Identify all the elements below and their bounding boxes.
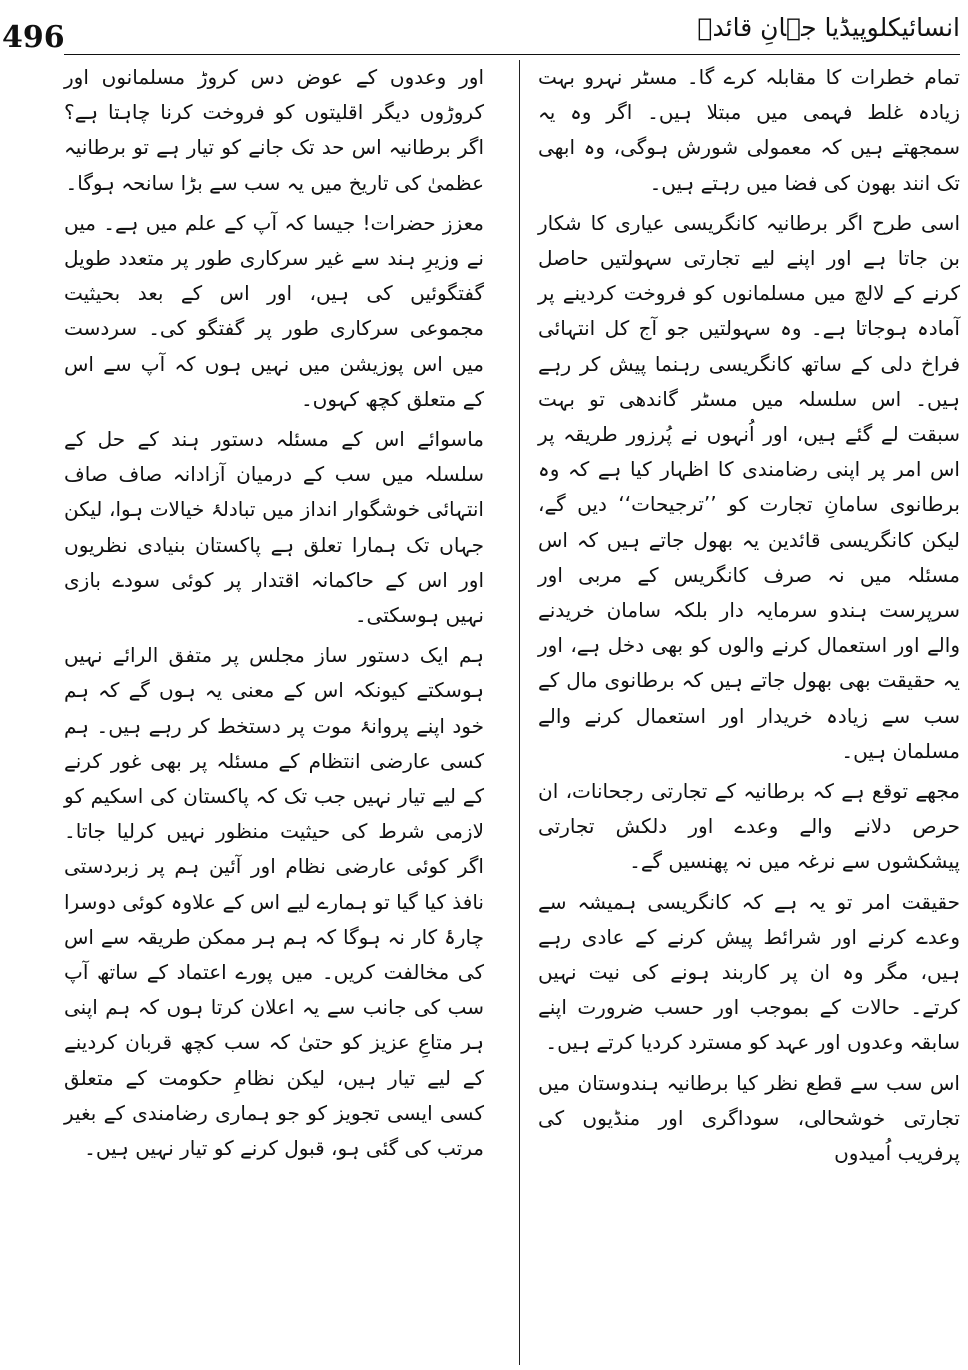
paragraph: ماسوائے اس کے مسئلہ دستور ہند کے حل کے سلسلہ میں سب کے درمیان آزادانہ صاف صاف انتہائی خوشگوار انداز میں تبادلۂ خیالات ہوا، لیکن جہاں تک ہمارا تعلق ہے پاکستان بنیادی نظریوں اور اس کے حاکمانہ اقتدار پر کوئی سودے بازی نہیں ہوسکتی۔ [64,427,484,628]
paragraph: تمام خطرات کا مقابلہ کرے گا۔ مسٹر نہرو بہت زیادہ غلط فہمی میں مبتلا ہیں۔ اگر وہ یہ سمجھتے ہیں کہ معمولی شورش ہوگی، وہ ابھی تک انند بھون کی فضا میں رہتے ہیں۔ [538,65,960,195]
page-number: 496 [2,20,65,55]
paragraph: حقیقت امر تو یہ ہے کہ کانگریسی ہمیشہ سے وعدے کرنے اور شرائط پیش کرنے کے عادی رہے ہیں، مگر وہ ان پر کاربند ہونے کی نیت نہیں کرتے۔ حالات کے بموجب اور حسب ضرورت اپنے سابقہ وعدوں اور عہد کو مسترد کردیا کرتے ہیں۔ [538,889,960,1055]
paragraph: ہم ایک دستور ساز مجلس پر متفق الرائے نہیں ہوسکتے کیونکہ اس کے معنی یہ ہوں گے کہ ہم خود اپنے پروانۂ موت پر دستخط کر رہے ہیں۔ ہم کسی عارضی انتظام کے مسئلہ پر بھی غور کرنے کے لیے تیار نہیں جب تک کہ پاکستان کی اسکیم کو لازمی شرط کی حیثیت منظور نہیں کرلیا جاتا۔ اگر کوئی عارضی نظام اور آئین ہم پر زبردستی نافذ کیا گیا تو ہمارے لیے اس کے علاوہ کوئی دوسرا چارۂ کار نہ ہوگا کہ ہم ہر ممکن طریقہ سے اس کی مخالفت کریں۔ میں پورے اعتماد کے ساتھ آپ سب کی جانب سے یہ اعلان کرتا ہوں کہ ہم اپنی ہر متاعِ عزیز کو حتیٰ کہ سب کچھ قربان کردینے کے لیے تیار ہیں، لیکن نظامِ حکومت کے متعلق کسی ایسی تجویز کو جو ہماری رضامندی کے بغیر مرتب کی گئی ہو، قبول کرنے کو تیار نہیں ہیں۔ [64,643,484,1161]
paragraph: اس سب سے قطع نظر کیا برطانیہ ہندوستان میں تجارتی خوشحالی، سوداگری اور منڈیوں کی پرفریب اُمیدوں [538,1070,960,1166]
paragraph: مجھے توقع ہے کہ برطانیہ کے تجارتی رجحانات، ان حرص دلانے والے وعدے اور دلکش تجارتی پیشکشوں سے نرغہ میں نہ پھنسیں گے۔ [538,779,960,874]
paragraph: اور وعدوں کے عوض دس کروڑ مسلمانوں اور کروڑوں دیگر اقلیتوں کو فروخت کرنا چاہتا ہے؟ اگر برطانیہ اس حد تک جانے کو تیار ہے تو برطانیہ عظمیٰ کی تاریخ میں یہ سب سے بڑا سانحہ ہوگا۔ [64,65,484,195]
right-column [538,60,960,1171]
column-divider [519,60,520,1365]
left-column [64,60,484,1166]
paragraph: معزز حضرات! جیسا کہ آپ کے علم میں ہے۔ میں نے وزیرِ ہند سے غیر سرکاری طور پر متعدد طویل گفتگوئیں کی ہیں، اور اس کے بعد بحیثیت مجموعی سرکاری طور پر گفتگو کی۔ سردست میں اس پوزیشن میں نہیں ہوں کہ آپ سے اس کے متعلق کچھ کہوں۔ [64,210,484,411]
header-rule [64,54,960,55]
running-header-title: انسائیکلوپیڈیا جہانِ قائدؒ [697,13,960,42]
paragraph: اسی طرح اگر برطانیہ کانگریسی عیاری کا شکار بن جاتا ہے اور اپنے لیے تجارتی سہولتیں حاصل کرنے کے لالچ میں مسلمانوں کو فروخت کردینے پر آمادہ ہوجاتا ہے۔ وہ سہولتیں جو آج کل انتہائی فراخ دلی کے ساتھ کانگریسی رہنما پیش کر رہے ہیں۔ اس سلسلہ میں مسٹر گاندھی تو بہت سبقت لے گئے ہیں، اور اُنہوں نے پُرزور طریقہ پر اس امر پر اپنی رضامندی کا اظہار کیا ہے کہ وہ برطانوی سامانِ تجارت کو ’’ترجیحات‘‘ دیں گے، لیکن کانگریسی قائدین یہ بھول جاتے ہیں کہ اس مسئلہ میں نہ صرف کانگریس کے مربی اور سرپرست ہندو سرمایہ دار بلکہ سامان خریدنے والے اور استعمال کرنے والوں کو بھی دخل ہے، اور یہ حقیقت بھی بھول جاتے ہیں کہ برطانوی مال کے سب سے زیادہ خریدار اور استعمال کرنے والے مسلمان ہیں۔ [538,210,960,763]
